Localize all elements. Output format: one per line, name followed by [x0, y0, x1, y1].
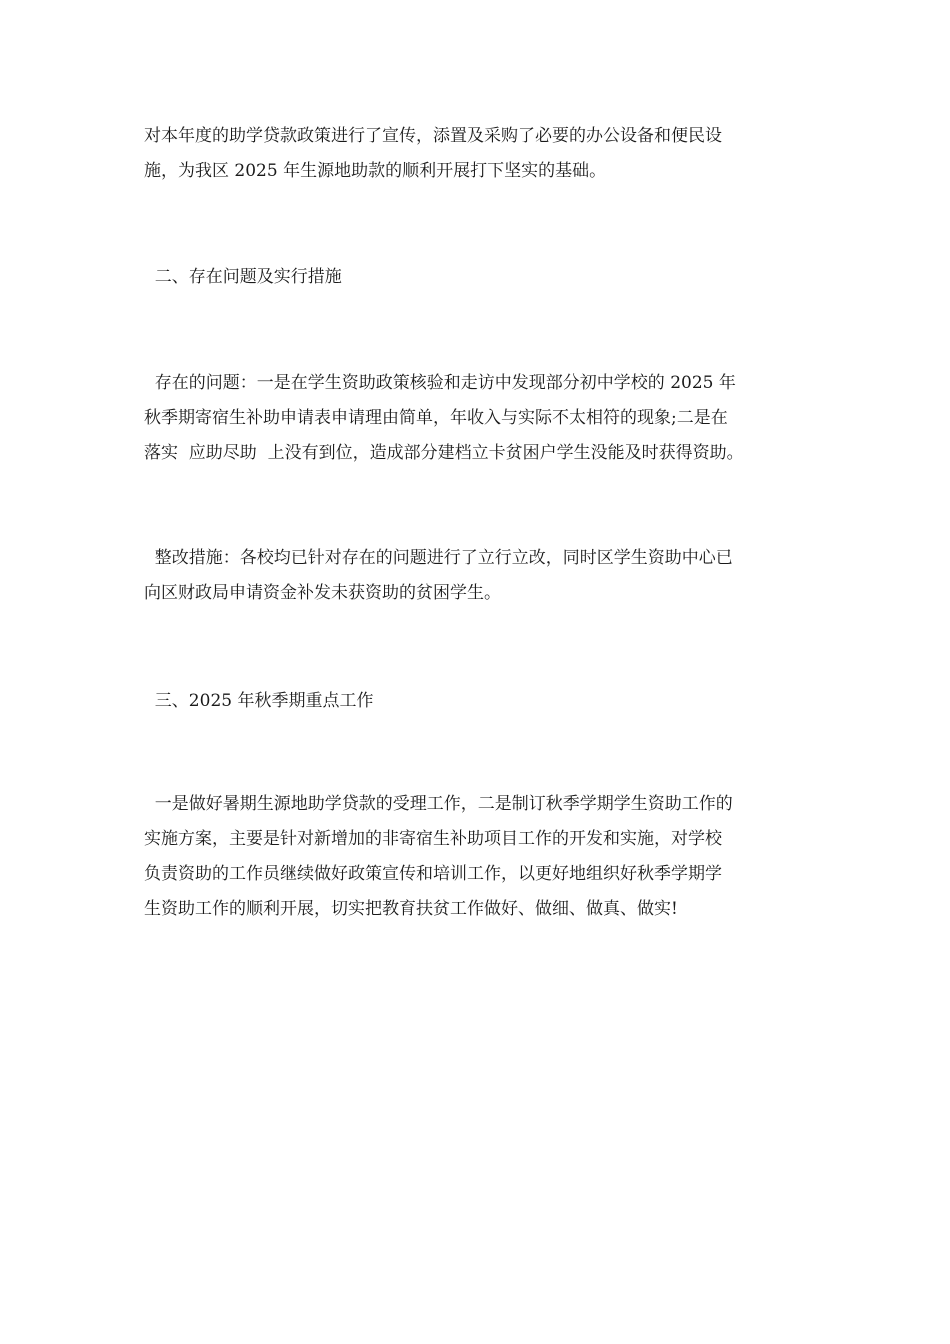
text-line: 生资助工作的顺利开展，切实把教育扶贫工作做好、做细、做真、做实!	[144, 899, 678, 919]
text-line: 向区财政局申请资金补发未获资助的贫困学生。	[144, 583, 501, 603]
heading-text: 二、存在问题及实行措施	[144, 267, 342, 287]
section-heading-autumn-work	[144, 684, 808, 719]
paragraph-intro	[144, 119, 808, 189]
paragraph-plan	[144, 787, 808, 927]
paragraph-measures	[144, 541, 808, 611]
text-line: 对本年度的助学贷款政策进行了宣传，添置及采购了必要的办公设备和便民设	[144, 126, 722, 146]
section-heading-problems	[144, 260, 808, 295]
text-line: 秋季期寄宿生补助申请表申请理由简单，年收入与实际不太相符的现象;二是在	[144, 408, 728, 428]
paragraph-problems	[144, 366, 808, 471]
text-line: 实施方案，主要是针对新增加的非寄宿生补助项目工作的开发和实施，对学校	[144, 829, 722, 849]
heading-text: 三、2025 年秋季期重点工作	[144, 691, 374, 711]
text-line: 负责资助的工作员继续做好政策宣传和培训工作，以更好地组织好秋季学期学	[144, 864, 722, 884]
text-line: 一是做好暑期生源地助学贷款的受理工作，二是制订秋季学期学生资助工作的	[144, 794, 733, 814]
text-line: 存在的问题：一是在学生资助政策核验和走访中发现部分初中学校的 2025 年	[144, 373, 736, 393]
text-line: 整改措施：各校均已针对存在的问题进行了立行立改，同时区学生资助中心已	[144, 548, 733, 568]
text-line: 落实 应助尽助 上没有到位，造成部分建档立卡贫困户学生没能及时获得资助。	[144, 443, 744, 463]
text-line: 施，为我区 2025 年生源地助款的顺利开展打下坚实的基础。	[144, 161, 607, 181]
